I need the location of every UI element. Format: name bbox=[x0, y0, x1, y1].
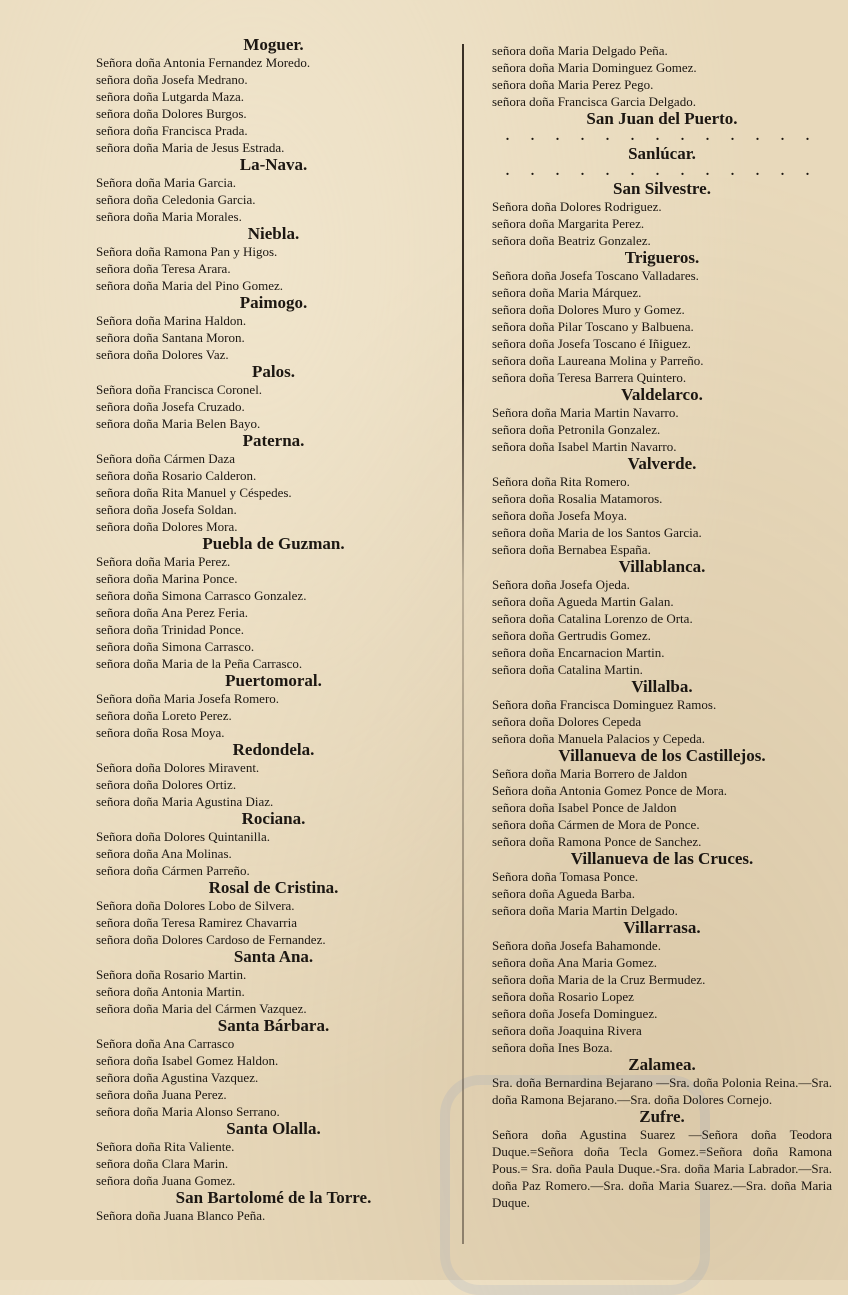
name-entry: señora doña Pilar Toscano y Balbuena. bbox=[492, 319, 694, 334]
town-section bbox=[492, 1108, 832, 1211]
name-entry: Señora doña Ramona Pan y Higos. bbox=[96, 244, 278, 259]
name-entry: señora doña Francisca Prada. bbox=[96, 123, 248, 138]
town-heading: Puertomoral. bbox=[225, 671, 322, 690]
name-entry: señora doña Ramona Ponce de Sanchez. bbox=[492, 834, 702, 849]
name-entry: Señora doña Josefa Bahamonde. bbox=[492, 938, 661, 953]
town-section bbox=[96, 1017, 451, 1120]
name-paragraph: Señora doña Agustina Suarez —Señora doña Teodora Duque.=Señora doña Tecla Gomez.=Señora doña Ramona Pous.= Sra. doña Paula Duque.-Sra. doña Maria Labrador.—Sra. doña Paz Romero.—Sra. doña Maria Suarez.—Sra. doña Maria Duque. bbox=[492, 1127, 832, 1210]
town-heading: Paimogo. bbox=[239, 293, 308, 312]
town-heading: Trigueros. bbox=[624, 248, 700, 267]
name-entry: señora doña Trinidad Ponce. bbox=[96, 622, 245, 637]
name-entry: señora doña Isabel Gomez Haldon. bbox=[96, 1053, 279, 1068]
name-paragraph: Sra. doña Bernardina Bejarano —Sra. doña Polonia Reina.—Sra. doña Ramona Bejarano.—Sra. doña Dolores Cornejo. bbox=[492, 1075, 832, 1107]
name-entry: Señora doña Rosario Martin. bbox=[96, 967, 247, 982]
town-heading: San Bartolomé de la Torre. bbox=[175, 1188, 372, 1207]
name-entry: señora doña Maria Dominguez Gomez. bbox=[492, 60, 697, 75]
name-entry: señora doña Loreto Perez. bbox=[96, 708, 232, 723]
name-entry: señora doña Francisca Garcia Delgado. bbox=[492, 94, 696, 109]
column-divider bbox=[462, 44, 464, 1244]
name-entry: Señora doña Dolores Lobo de Silvera. bbox=[96, 898, 295, 913]
name-entry: señora doña Beatriz Gonzalez. bbox=[492, 233, 651, 248]
name-entry: Señora doña Maria Garcia. bbox=[96, 175, 237, 190]
town-heading: Sanlúcar. bbox=[628, 144, 696, 163]
name-entry: señora doña Maria Márquez. bbox=[492, 285, 642, 300]
name-entry: señora doña Agueda Barba. bbox=[492, 886, 635, 901]
ellipsis-dots: . . . . . . . . . . . . . bbox=[505, 129, 819, 144]
town-section bbox=[492, 180, 832, 249]
name-entry: señora doña Maria Morales. bbox=[96, 209, 242, 224]
name-entry: señora doña Juana Perez. bbox=[96, 1087, 227, 1102]
name-entry: señora doña Juana Gomez. bbox=[96, 1173, 236, 1188]
town-heading: Villalba. bbox=[631, 677, 693, 696]
town-section bbox=[492, 455, 832, 558]
name-entry: señora doña Teresa Barrera Quintero. bbox=[492, 370, 687, 385]
town-heading: San Silvestre. bbox=[613, 179, 711, 198]
name-entry: señora doña Josefa Soldan. bbox=[96, 502, 237, 517]
name-entry: Señora doña Josefa Toscano Valladares. bbox=[492, 268, 699, 283]
town-heading: Niebla. bbox=[247, 224, 300, 243]
town-heading: Santa Ana. bbox=[233, 947, 314, 966]
name-entry: señora doña Maria Perez Pego. bbox=[492, 77, 654, 92]
left-column bbox=[96, 36, 451, 1224]
name-entry: señora doña Agueda Martin Galan. bbox=[492, 594, 674, 609]
name-entry: señora doña Catalina Lorenzo de Orta. bbox=[492, 611, 693, 626]
town-section bbox=[492, 386, 832, 455]
name-entry: Señora doña Marina Haldon. bbox=[96, 313, 247, 328]
town-section bbox=[96, 363, 451, 432]
town-section bbox=[96, 225, 451, 294]
name-entry: señora doña Rosalia Matamoros. bbox=[492, 491, 663, 506]
town-heading: Villanueva de los Castillejos. bbox=[558, 746, 766, 765]
name-entry: señora doña Rosa Moya. bbox=[96, 725, 225, 740]
town-section bbox=[492, 249, 832, 386]
name-entry: señora doña Antonia Martin. bbox=[96, 984, 245, 999]
name-entry: Señora doña Tomasa Ponce. bbox=[492, 869, 639, 884]
name-entry: señora doña Ines Boza. bbox=[492, 1040, 613, 1055]
name-entry: señora doña Maria Alonso Serrano. bbox=[96, 1104, 280, 1119]
name-entry: señora doña Maria del Cármen Vazquez. bbox=[96, 1001, 307, 1016]
name-entry: señora doña Santana Moron. bbox=[96, 330, 245, 345]
name-entry: Señora doña Francisca Dominguez Ramos. bbox=[492, 697, 717, 712]
name-entry: señora doña Dolores Ortiz. bbox=[96, 777, 237, 792]
name-entry: señora doña Joaquina Rivera bbox=[492, 1023, 642, 1038]
name-entry: señora doña Dolores Muro y Gomez. bbox=[492, 302, 685, 317]
town-section bbox=[96, 810, 451, 879]
name-entry: señora doña Isabel Martin Navarro. bbox=[492, 439, 677, 454]
name-entry: señora doña Cármen Parreño. bbox=[96, 863, 250, 878]
town-heading: La-Nava. bbox=[239, 155, 308, 174]
town-section bbox=[96, 432, 451, 535]
town-heading: Rosal de Cristina. bbox=[208, 878, 339, 897]
town-section bbox=[492, 110, 832, 145]
name-entry: Señora doña Dolores Miravent. bbox=[96, 760, 260, 775]
name-entry: señora doña Marina Ponce. bbox=[96, 571, 238, 586]
town-section bbox=[492, 919, 832, 1056]
name-entry: señora doña Josefa Moya. bbox=[492, 508, 628, 523]
town-section bbox=[492, 850, 832, 919]
name-entry: Señora doña Dolores Rodriguez. bbox=[492, 199, 662, 214]
name-entry: señora doña Simona Carrasco Gonzalez. bbox=[96, 588, 307, 603]
town-heading: Zufre. bbox=[639, 1107, 685, 1126]
name-entry: señora doña Ana Maria Gomez. bbox=[492, 955, 657, 970]
town-heading: Valverde. bbox=[627, 454, 697, 473]
town-heading: Santa Bárbara. bbox=[217, 1016, 330, 1035]
town-section bbox=[96, 156, 451, 225]
name-entry: señora doña Bernabea España. bbox=[492, 542, 651, 557]
town-section bbox=[96, 948, 451, 1017]
name-entry: señora doña Agustina Vazquez. bbox=[96, 1070, 259, 1085]
name-entry: señora doña Rosario Lopez bbox=[492, 989, 634, 1004]
name-entry: señora doña Maria de los Santos Garcia. bbox=[492, 525, 702, 540]
name-entry: señora doña Laureana Molina y Parreño. bbox=[492, 353, 704, 368]
name-entry: señora doña Maria de la Peña Carrasco. bbox=[96, 656, 303, 671]
name-entry: Señora doña Juana Blanco Peña. bbox=[96, 1208, 266, 1223]
name-entry: señora doña Isabel Ponce de Jaldon bbox=[492, 800, 677, 815]
continued-section bbox=[492, 42, 832, 110]
name-entry: señora doña Ana Perez Feria. bbox=[96, 605, 248, 620]
name-entry: Señora doña Maria Martin Navarro. bbox=[492, 405, 679, 420]
town-section bbox=[96, 36, 451, 156]
name-entry: Señora doña Francisca Coronel. bbox=[96, 382, 263, 397]
name-entry: señora doña Dolores Mora. bbox=[96, 519, 238, 534]
name-entry: Señora doña Antonia Fernandez Moredo. bbox=[96, 55, 311, 70]
town-section bbox=[492, 145, 832, 180]
name-entry: señora doña Clara Marin. bbox=[96, 1156, 229, 1171]
town-section bbox=[96, 1189, 451, 1224]
town-heading: Moguer. bbox=[243, 35, 304, 54]
name-entry: Señora doña Rita Valiente. bbox=[96, 1139, 235, 1154]
name-entry: señora doña Lutgarda Maza. bbox=[96, 89, 244, 104]
name-entry: señora doña Margarita Perez. bbox=[492, 216, 645, 231]
name-entry: Señora doña Maria Josefa Romero. bbox=[96, 691, 280, 706]
town-heading: Zalamea. bbox=[628, 1055, 696, 1074]
town-heading: Villablanca. bbox=[618, 557, 706, 576]
name-entry: señora doña Maria Martin Delgado. bbox=[492, 903, 678, 918]
name-entry: señora doña Cármen de Mora de Ponce. bbox=[492, 817, 700, 832]
town-heading: Valdelarco. bbox=[621, 385, 703, 404]
town-section bbox=[96, 294, 451, 363]
name-entry: señora doña Encarnacion Martin. bbox=[492, 645, 665, 660]
name-entry: Señora doña Josefa Ojeda. bbox=[492, 577, 630, 592]
name-entry: señora doña Ana Molinas. bbox=[96, 846, 232, 861]
name-entry: Señora doña Ana Carrasco bbox=[96, 1036, 235, 1051]
name-entry: señora doña Teresa Ramirez Chavarria bbox=[96, 915, 297, 930]
town-heading: Villanueva de las Cruces. bbox=[570, 849, 754, 868]
name-entry: señora doña Josefa Cruzado. bbox=[96, 399, 245, 414]
town-section bbox=[96, 741, 451, 810]
town-section bbox=[96, 535, 451, 672]
town-section bbox=[492, 678, 832, 747]
name-entry: Señora doña Maria Borrero de Jaldon bbox=[492, 766, 688, 781]
name-entry: señora doña Dolores Burgos. bbox=[96, 106, 247, 121]
town-section bbox=[492, 747, 832, 850]
name-entry: Señora doña Rita Romero. bbox=[492, 474, 630, 489]
name-entry: señora doña Teresa Arara. bbox=[96, 261, 231, 276]
name-entry: Señora doña Cármen Daza bbox=[96, 451, 235, 466]
name-entry: señora doña Dolores Vaz. bbox=[96, 347, 229, 362]
name-entry: señora doña Dolores Cepeda bbox=[492, 714, 642, 729]
town-heading: Villarrasa. bbox=[623, 918, 701, 937]
name-entry: señora doña Maria Delgado Peña. bbox=[492, 43, 668, 58]
name-entry: señora doña Manuela Palacios y Cepeda. bbox=[492, 731, 705, 746]
name-entry: señora doña Maria Agustina Diaz. bbox=[96, 794, 274, 809]
name-entry: señora doña Simona Carrasco. bbox=[96, 639, 255, 654]
name-entry: señora doña Catalina Martin. bbox=[492, 662, 643, 677]
name-entry: señora doña Josefa Medrano. bbox=[96, 72, 248, 87]
name-entry: señora doña Maria de la Cruz Bermudez. bbox=[492, 972, 706, 987]
town-heading: Palos. bbox=[252, 362, 295, 381]
town-heading: Redondela. bbox=[232, 740, 315, 759]
town-section bbox=[492, 1056, 832, 1108]
name-entry: señora doña Gertrudis Gomez. bbox=[492, 628, 651, 643]
name-entry: señora doña Rosario Calderon. bbox=[96, 468, 257, 483]
town-section bbox=[492, 558, 832, 678]
town-section bbox=[96, 879, 451, 948]
ellipsis-dots: . . . . . . . . . . . . . bbox=[505, 164, 819, 179]
town-section bbox=[96, 1120, 451, 1189]
town-heading: Santa Olalla. bbox=[226, 1119, 321, 1138]
name-entry: señora doña Petronila Gonzalez. bbox=[492, 422, 661, 437]
name-entry: señora doña Maria de Jesus Estrada. bbox=[96, 140, 285, 155]
name-entry: Señora doña Maria Perez. bbox=[96, 554, 231, 569]
town-heading: San Juan del Puerto. bbox=[586, 109, 738, 128]
town-heading: Rociana. bbox=[241, 809, 306, 828]
town-section bbox=[96, 672, 451, 741]
name-entry: Señora doña Antonia Gomez Ponce de Mora. bbox=[492, 783, 728, 798]
name-entry: señora doña Rita Manuel y Céspedes. bbox=[96, 485, 292, 500]
right-column bbox=[492, 42, 832, 1211]
name-entry: señora doña Maria del Pino Gomez. bbox=[96, 278, 284, 293]
name-entry: señora doña Josefa Toscano é Iñiguez. bbox=[492, 336, 691, 351]
name-entry: señora doña Celedonia Garcia. bbox=[96, 192, 256, 207]
town-heading: Puebla de Guzman. bbox=[202, 534, 345, 553]
name-entry: señora doña Josefa Dominguez. bbox=[492, 1006, 658, 1021]
name-entry: Señora doña Dolores Quintanilla. bbox=[96, 829, 271, 844]
town-heading: Paterna. bbox=[242, 431, 305, 450]
name-entry: señora doña Dolores Cardoso de Fernandez. bbox=[96, 932, 326, 947]
name-entry: señora doña Maria Belen Bayo. bbox=[96, 416, 261, 431]
